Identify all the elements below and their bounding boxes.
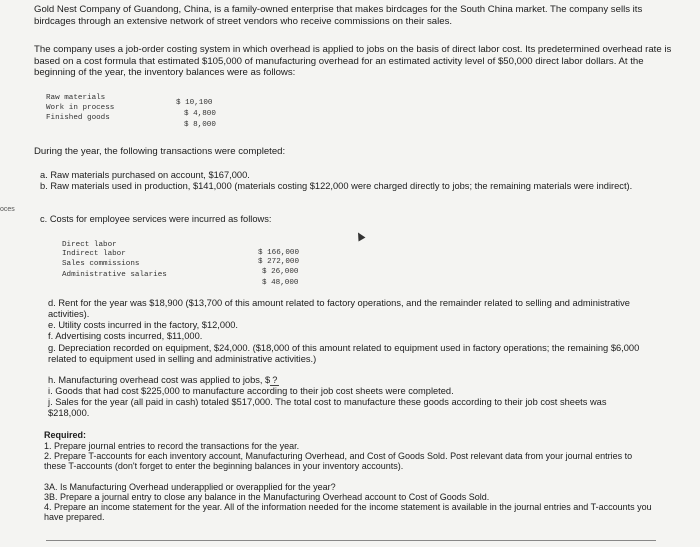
inventory-value-raw-materials: $ 10,100 — [176, 99, 213, 107]
cost-label-direct-labor: Direct labor — [62, 241, 117, 249]
cost-value-direct-labor: $ 166,000 — [258, 249, 300, 257]
bottom-divider — [46, 540, 656, 541]
intro-paragraph-1: Gold Nest Company of Guandong, China, is a family-owned enterprise that makes birdcages for the South China market. The company sells its birdcages through an extensive network of street vendors who receive commissions on their sales. — [34, 4, 643, 27]
cursor-arrow-icon — [355, 231, 366, 242]
transaction-h-text: h. Manufacturing overhead cost was applied to jobs, $ — [48, 375, 271, 385]
transaction-h — [48, 375, 648, 386]
transaction-c: c. Costs for employee services were incurred as follows: — [40, 214, 272, 224]
required-1: 1. Prepare journal entries to record the transactions for the year. — [44, 441, 300, 451]
required-heading: Required: — [44, 430, 87, 440]
margin-text: oces — [0, 206, 15, 213]
transaction-d: d. Rent for the year was $18,900 ($13,700 of this amount related to factory operations, and the remainder related to selling and administrative activities). — [48, 298, 630, 319]
transaction-j: j. Sales for the year (all paid in cash) totaled $517,000. The total cost to manufacture these goods according to their job cost sheets was $218,000. — [48, 397, 607, 418]
cost-label-sales-commissions: Sales commissions — [62, 260, 140, 268]
cost-label-indirect-labor: Indirect labor — [62, 250, 126, 258]
cost-label-administrative-salaries: Administrative salaries — [62, 271, 167, 279]
inventory-value-work-in-process: $ 4,800 — [184, 110, 216, 118]
required-3b: 3B. Prepare a journal entry to close any balance in the Manufacturing Overhead account to Cost of Goods Sold. — [44, 492, 490, 502]
cost-value-indirect-labor: $ 272,000 — [258, 258, 300, 266]
transaction-e: e. Utility costs incurred in the factory, $12,000. — [48, 320, 238, 330]
required-2: 2. Prepare T-accounts for each inventory account, Manufacturing Overhead, and Cost of Goods Sold. Post relevant data from your journal entries to these T-accounts (don't forget to enter the beginning balances in your inventory accounts). — [44, 451, 633, 472]
inventory-label-raw-materials: Raw materials — [46, 94, 106, 102]
intro-paragraph-2: The company uses a job-order costing system in which overhead is applied to jobs on the basis of direct labor cost. Its predetermined overhead rate is based on a cost formula that estimated $105,000 of manufacturing overhead for an estimated activity level of $50,000 direct labor dollars. At the beginning of the year, the inventory balances were as follows: — [34, 44, 672, 79]
required-4: 4. Prepare an income statement for the year. All of the information needed for the income statement is available in the journal entries and T-accounts you have prepared. — [44, 502, 652, 523]
transaction-b: b. Raw materials used in production, $141,000 (materials costing $122,000 were charged directly to jobs; the remaining materials were indirect). — [40, 181, 633, 191]
transaction-h-blank: ? — [272, 375, 278, 385]
inventory-label-finished-goods: Finished goods — [46, 114, 110, 122]
transaction-g: g. Depreciation recorded on equipment, $24,000. ($18,000 of this amount related to equipment used in factory operations; the remaining $6,000 related to equipment used in selling and administrative activities.) — [48, 343, 640, 364]
transaction-i: i. Goods that had cost $225,000 to manufacture according to their job cost sheets were completed. — [48, 386, 454, 396]
inventory-label-work-in-process: Work in process — [46, 104, 115, 112]
transaction-a: a. Raw materials purchased on account, $167,000. — [40, 170, 250, 180]
cost-value-sales-commissions: $ 26,000 — [262, 268, 299, 276]
transaction-f: f. Advertising costs incurred, $11,000. — [48, 331, 203, 341]
required-3a: 3A. Is Manufacturing Overhead underapplied or overapplied for the year? — [44, 482, 336, 492]
inventory-value-finished-goods: $ 8,000 — [184, 121, 216, 129]
during-year-text: During the year, the following transactions were completed: — [34, 146, 286, 157]
cost-value-administrative-salaries: $ 48,000 — [262, 279, 299, 287]
